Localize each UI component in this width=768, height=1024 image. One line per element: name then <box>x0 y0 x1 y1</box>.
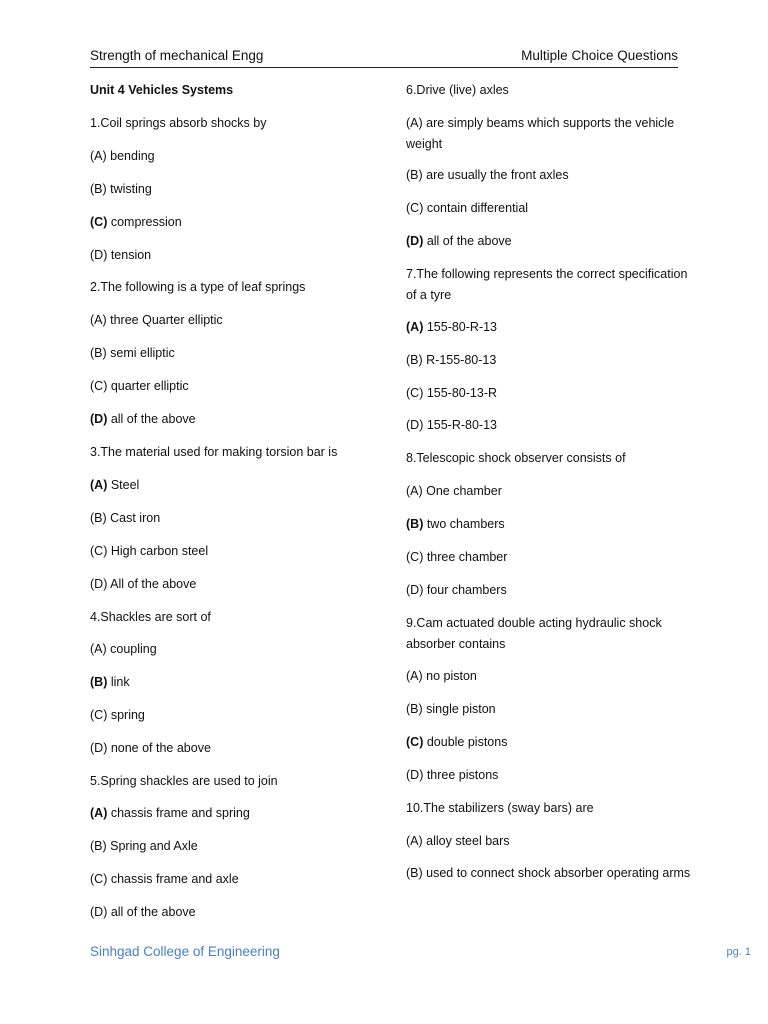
question-7: 7.The following represents the correct specification of a tyre <box>406 267 688 302</box>
header-doc-type: Multiple Choice Questions <box>521 48 678 63</box>
q3-option-a-answer <box>90 475 385 496</box>
answer-text: 155-80-R-13 <box>423 320 498 334</box>
q1-option-c-answer <box>90 212 385 233</box>
q2-option-b: (B) semi elliptic <box>90 346 175 360</box>
q6-option-c: (C) contain differential <box>406 201 529 215</box>
q9-option-c-answer <box>406 732 691 753</box>
question-6: 6.Drive (live) axles <box>406 83 509 97</box>
page-header <box>90 47 678 68</box>
answer-text: link <box>107 675 130 689</box>
q8-option-d: (D) four chambers <box>406 583 507 597</box>
q8-option-b-answer <box>406 514 691 535</box>
q3-option-b: (B) Cast iron <box>90 511 161 525</box>
q8-option-a: (A) One chamber <box>406 484 502 498</box>
q4-option-c: (C) spring <box>90 708 145 722</box>
q1-option-a: (A) bending <box>90 149 155 163</box>
q9-option-b: (B) single piston <box>406 702 496 716</box>
answer-text: Steel <box>107 478 140 492</box>
question-1: 1.Coil springs absorb shocks by <box>90 116 267 130</box>
q4-option-b-answer <box>90 672 385 693</box>
q5-option-b: (B) Spring and Axle <box>90 839 198 853</box>
answer-letter: (C) <box>90 215 108 229</box>
footer-institution: Sinhgad College of Engineering <box>90 944 280 959</box>
answer-letter: (A) <box>406 320 424 334</box>
question-4: 4.Shackles are sort of <box>90 610 211 624</box>
q5-option-c: (C) chassis frame and axle <box>90 872 239 886</box>
q8-option-c: (C) three chamber <box>406 550 508 564</box>
answer-text: all of the above <box>423 234 512 248</box>
question-8: 8.Telescopic shock observer consists of <box>406 451 626 465</box>
question-10: 10.The stabilizers (sway bars) are <box>406 801 594 815</box>
question-3: 3.The material used for making torsion bar is <box>90 445 338 459</box>
answer-letter: (D) <box>90 412 108 426</box>
q2-option-d-answer <box>90 409 385 430</box>
q2-option-c: (C) quarter elliptic <box>90 379 189 393</box>
q6-option-b: (B) are usually the front axles <box>406 168 569 182</box>
q2-option-a: (A) three Quarter elliptic <box>90 313 223 327</box>
q5-option-d: (D) all of the above <box>90 905 196 919</box>
answer-letter: (B) <box>90 675 108 689</box>
answer-letter: (B) <box>406 517 424 531</box>
question-5: 5.Spring shackles are used to join <box>90 774 278 788</box>
q5-option-a-answer <box>90 803 385 824</box>
unit-title: Unit 4 Vehicles Systems <box>90 83 234 97</box>
q4-option-a: (A) coupling <box>90 642 157 656</box>
q7-option-c: (C) 155-80-13-R <box>406 386 498 400</box>
q6-option-a: (A) are simply beams which supports the vehicle weight <box>406 116 675 151</box>
answer-text: chassis frame and spring <box>107 806 250 820</box>
q3-option-d: (D) All of the above <box>90 577 197 591</box>
q9-option-a: (A) no piston <box>406 669 477 683</box>
question-2: 2.The following is a type of leaf springs <box>90 280 306 294</box>
answer-letter: (A) <box>90 478 108 492</box>
q3-option-c: (C) High carbon steel <box>90 544 209 558</box>
q10-option-b: (B) used to connect shock absorber operating arms <box>406 866 691 880</box>
answer-letter: (C) <box>406 735 424 749</box>
q7-option-a-answer <box>406 317 691 338</box>
answer-letter: (D) <box>406 234 424 248</box>
answer-text: compression <box>107 215 182 229</box>
q1-option-d: (D) tension <box>90 248 152 262</box>
q9-option-d: (D) three pistons <box>406 768 499 782</box>
q7-option-d: (D) 155-R-80-13 <box>406 418 498 432</box>
answer-letter: (A) <box>90 806 108 820</box>
q4-option-d: (D) none of the above <box>90 741 211 755</box>
page-number: pg. 1 <box>726 946 751 958</box>
header-subject: Strength of mechanical Engg <box>90 48 264 63</box>
q10-option-a: (A) alloy steel bars <box>406 834 510 848</box>
answer-text: two chambers <box>423 517 505 531</box>
answer-text: all of the above <box>107 412 196 426</box>
q1-option-b: (B) twisting <box>90 182 152 196</box>
question-9: 9.Cam actuated double acting hydraulic shock absorber contains <box>406 616 662 651</box>
answer-text: double pistons <box>423 735 508 749</box>
q7-option-b: (B) R-155-80-13 <box>406 353 497 367</box>
q6-option-d-answer <box>406 231 691 252</box>
